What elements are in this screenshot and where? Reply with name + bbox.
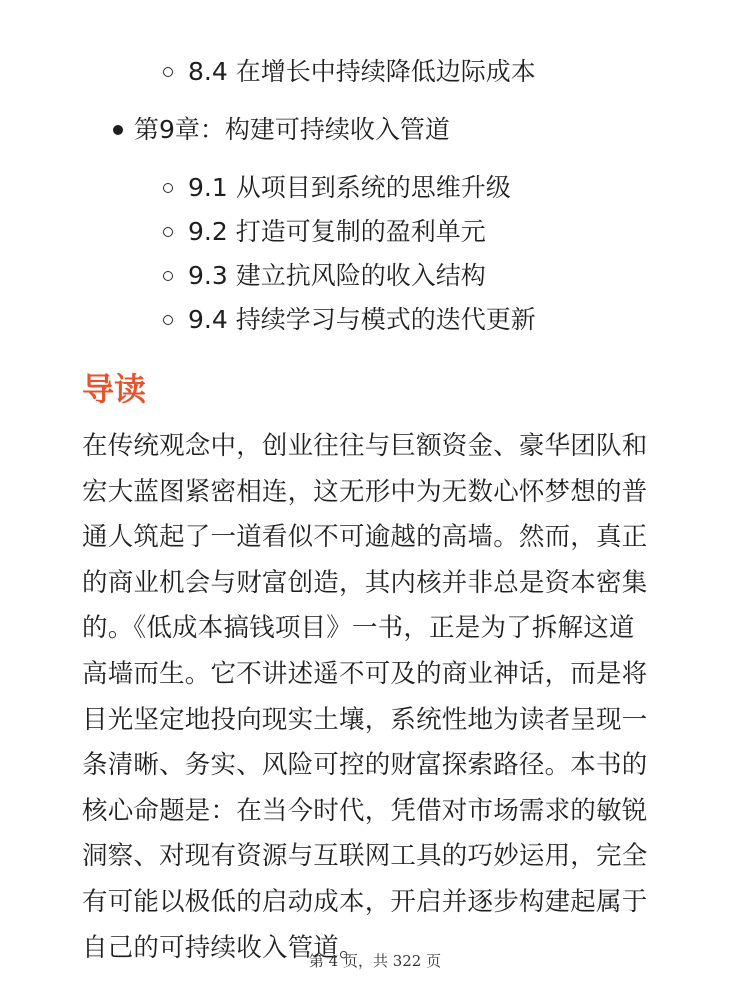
toc-subitem-label: 9.4 持续学习与模式的迭代更新 (188, 305, 536, 334)
hollow-bullet-icon (163, 183, 173, 193)
filled-bullet-icon (113, 125, 123, 135)
paragraph-line: 目光坚定地投向现实土壤，系统性地为读者呈现一 (82, 704, 648, 735)
toc-subitem-9-3 (0, 254, 750, 298)
paragraph-line: 在传统观念中，创业往往与巨额资金、豪华团队和 (82, 431, 648, 461)
paragraph-line: 核心命题是：在当今时代，凭借对市场需求的敏锐 (82, 795, 648, 826)
hollow-bullet-icon (163, 271, 173, 281)
paragraph-line: 的。《低成本搞钱项目》一书，正是为了拆解这道 (82, 613, 635, 644)
toc-chapter-label: 第9章：构建可持续收入管道 (134, 115, 450, 144)
toc-chapter-9 (0, 108, 750, 152)
hollow-bullet-icon (163, 315, 173, 325)
toc-subitem-label: 9.1 从项目到系统的思维升级 (188, 173, 511, 202)
paragraph-line: 有可能以极低的启动成本，开启并逐步构建起属于 (82, 886, 648, 917)
paragraph-line: 自己的可持续收入管道。 (82, 932, 365, 963)
paragraph-line: 宏大蓝图紧密相连，这无形中为无数心怀梦想的普 (82, 476, 648, 507)
paragraph-line: 高墙而生。它不讲述遥不可及的商业神话，而是将 (82, 658, 648, 689)
body-paragraph (82, 424, 682, 971)
paragraph-line: 通人筑起了一道看似不可逾越的高墙。然而，真正 (82, 522, 648, 553)
hollow-bullet-icon (163, 227, 173, 237)
toc-subitem-label: 9.3 建立抗风险的收入结构 (188, 261, 486, 290)
toc-subitem-9-4 (0, 298, 750, 342)
paragraph-line: 的商业机会与财富创造，其内核并非总是资本密集 (82, 567, 648, 598)
page-number-footer: 第 4 页，共 322 页 (308, 952, 442, 970)
toc-subitem-9-1 (0, 166, 750, 210)
toc-subitem-9-2 (0, 210, 750, 254)
table-of-contents (0, 50, 750, 342)
toc-subitem-label: 8.4 在增长中持续降低边际成本 (188, 57, 536, 86)
toc-subitem-label: 9.2 打造可复制的盈利单元 (188, 217, 486, 246)
paragraph-line: 条清晰、务实、风险可控的财富探索路径。本书的 (82, 750, 648, 781)
paragraph-line: 洞察、对现有资源与互联网工具的巧妙运用，完全 (82, 841, 648, 872)
toc-subitem-8-4 (0, 50, 750, 94)
section-heading: 导读 (82, 370, 147, 408)
hollow-bullet-icon (163, 67, 173, 77)
